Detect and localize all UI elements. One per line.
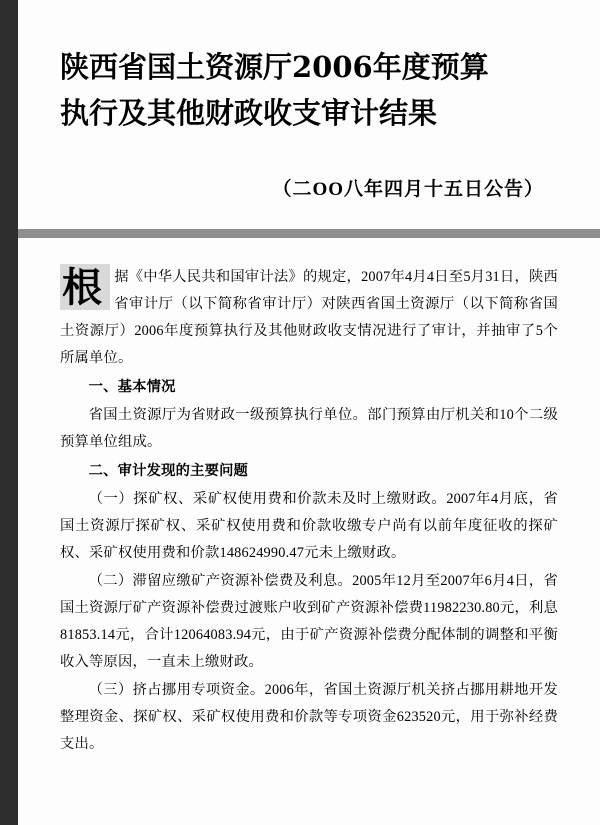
document-content [18, 0, 600, 825]
document-subtitle: （二OO八年四月十五日公告） [272, 179, 544, 200]
title-divider-rule [18, 229, 600, 238]
page-title-line-2: 执行及其他财政收支审计结果 [60, 96, 438, 130]
paragraph-basic-situation: 省国土资源厅为省财政一级预算执行单位。部门预算由厅机关和10个二级预算单位组成。 [60, 407, 558, 450]
paragraph-problem-three: （三）挤占挪用专项资金。2006年，省国土资源厅机关挤占挪用耕地开发整理资金、探矿权、采矿权使用费和价款等专项资金623520元，用于弥补经费支出。 [60, 682, 558, 752]
section-heading-basic-situation: 一、基本情况 [88, 379, 176, 395]
paragraph-intro [60, 264, 558, 372]
page-title [60, 0, 558, 136]
paragraph-intro-text: 据《中华人民共和国审计法》的规定，2007年4月4日至5月31日，陕西省审计厅（以下简称省审计厅）对陕西省国土资源厅（以下简称省国土资源厅）2006年度预算执行及其他财政收支情况进行了审计，并抽审了5个所属单位。 [60, 269, 558, 366]
section-heading-main-problems: 二、审计发现的主要问题 [88, 463, 249, 479]
page-left-margin-bar [0, 0, 18, 825]
page-title-line-1: 陕西省国土资源厅2006年度预算 [60, 50, 489, 84]
paragraph-problem-one: （一）探矿权、采矿权使用费和价款未及时上缴财政。2007年4月底，省国土资源厅探矿权、采矿权使用费和价款收缴专户尚有以前年度征收的探矿权、采矿权使用费和价款148624990.47元未上缴财政。 [60, 491, 558, 561]
drop-cap: 根 [60, 264, 110, 310]
paragraph-problem-two: （二）滞留应缴矿产资源补偿费及利息。2005年12月至2007年6月4日，省国土资源厅矿产资源补偿费过渡账户收到矿产资源补偿费11982230.80元，利息81853.14元，合计12064083.94元，由于矿产资源补偿费分配体制的调整和平衡收入等原因，一直未上缴财政。 [60, 573, 558, 670]
document-body [60, 238, 558, 758]
